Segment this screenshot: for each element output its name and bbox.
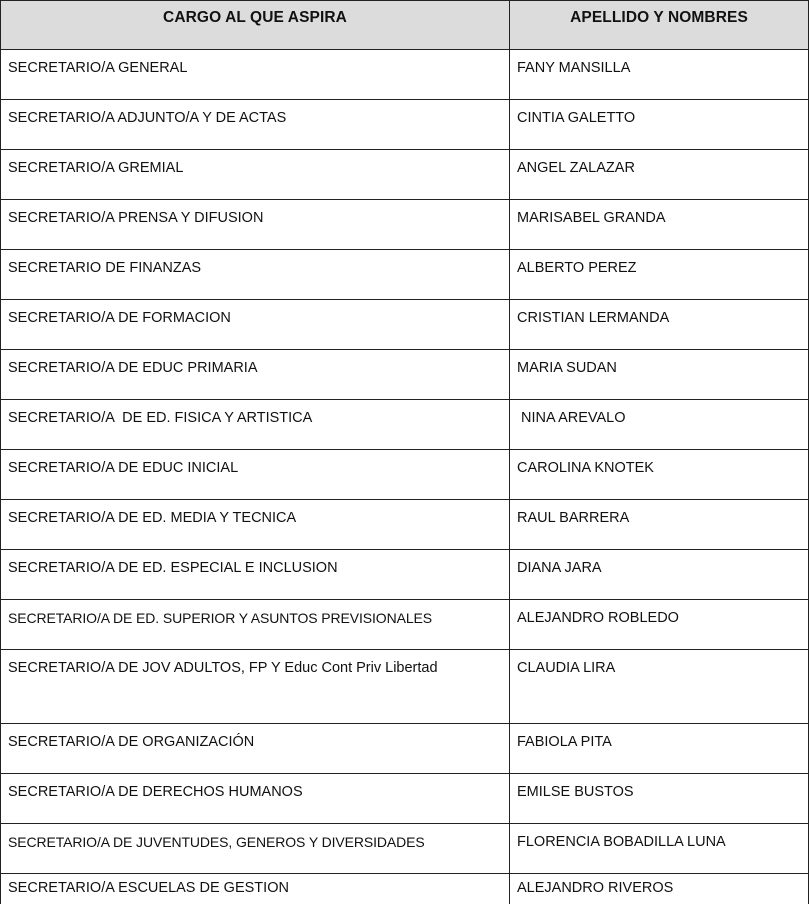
table-row <box>1 400 809 450</box>
name-cell: NINA AREVALO <box>510 400 809 450</box>
name-cell: CRISTIAN LERMANDA <box>510 300 809 350</box>
name-cell: ALEJANDRO RIVEROS <box>510 874 809 904</box>
position-cell: SECRETARIO DE FINANZAS <box>1 250 510 300</box>
table-row <box>1 824 809 874</box>
table-row <box>1 500 809 550</box>
position-cell: SECRETARIO/A DE JOV ADULTOS, FP Y Educ Cont Priv Libertad <box>1 650 510 724</box>
table-row <box>1 774 809 824</box>
position-cell: SECRETARIO/A DE FORMACION <box>1 300 510 350</box>
table-row <box>1 100 809 150</box>
name-cell: FANY MANSILLA <box>510 50 809 100</box>
table-row <box>1 350 809 400</box>
table-body <box>1 50 809 904</box>
table-row <box>1 550 809 600</box>
table-row <box>1 650 809 724</box>
table-row <box>1 874 809 904</box>
position-cell: SECRETARIO/A DE EDUC PRIMARIA <box>1 350 510 400</box>
name-cell: CLAUDIA LIRA <box>510 650 809 724</box>
header-row <box>1 1 809 50</box>
table-row <box>1 150 809 200</box>
position-cell: SECRETARIO/A DE ORGANIZACIÓN <box>1 724 510 774</box>
position-cell: SECRETARIO/A ESCUELAS DE GESTION <box>1 874 510 904</box>
table-row <box>1 200 809 250</box>
position-cell: SECRETARIO/A DE ED. ESPECIAL E INCLUSION <box>1 550 510 600</box>
name-cell: MARIA SUDAN <box>510 350 809 400</box>
position-cell: SECRETARIO/A DE ED. FISICA Y ARTISTICA <box>1 400 510 450</box>
position-cell: SECRETARIO/A PRENSA Y DIFUSION <box>1 200 510 250</box>
name-cell: EMILSE BUSTOS <box>510 774 809 824</box>
table-row <box>1 450 809 500</box>
name-cell: CAROLINA KNOTEK <box>510 450 809 500</box>
position-cell: SECRETARIO/A DE JUVENTUDES, GENEROS Y DIVERSIDADES <box>1 824 510 874</box>
position-cell: SECRETARIO/A DE DERECHOS HUMANOS <box>1 774 510 824</box>
table-row <box>1 50 809 100</box>
position-cell: SECRETARIO/A DE EDUC INICIAL <box>1 450 510 500</box>
table-row <box>1 250 809 300</box>
table-row <box>1 600 809 650</box>
position-cell: SECRETARIO/A GREMIAL <box>1 150 510 200</box>
name-cell: FLORENCIA BOBADILLA LUNA <box>510 824 809 874</box>
table-header <box>1 1 809 50</box>
name-cell: FABIOLA PITA <box>510 724 809 774</box>
table-row <box>1 724 809 774</box>
position-cell: SECRETARIO/A ADJUNTO/A Y DE ACTAS <box>1 100 510 150</box>
name-cell: CINTIA GALETTO <box>510 100 809 150</box>
position-column-header: CARGO AL QUE ASPIRA <box>1 1 510 50</box>
name-cell: ANGEL ZALAZAR <box>510 150 809 200</box>
name-cell: DIANA JARA <box>510 550 809 600</box>
name-column-header: APELLIDO Y NOMBRES <box>510 1 809 50</box>
name-cell: ALBERTO PEREZ <box>510 250 809 300</box>
table-row <box>1 300 809 350</box>
position-cell: SECRETARIO/A DE ED. SUPERIOR Y ASUNTOS PREVISIONALES <box>1 600 510 650</box>
name-cell: ALEJANDRO ROBLEDO <box>510 600 809 650</box>
position-cell: SECRETARIO/A DE ED. MEDIA Y TECNICA <box>1 500 510 550</box>
name-cell: RAUL BARRERA <box>510 500 809 550</box>
name-cell: MARISABEL GRANDA <box>510 200 809 250</box>
position-cell: SECRETARIO/A GENERAL <box>1 50 510 100</box>
